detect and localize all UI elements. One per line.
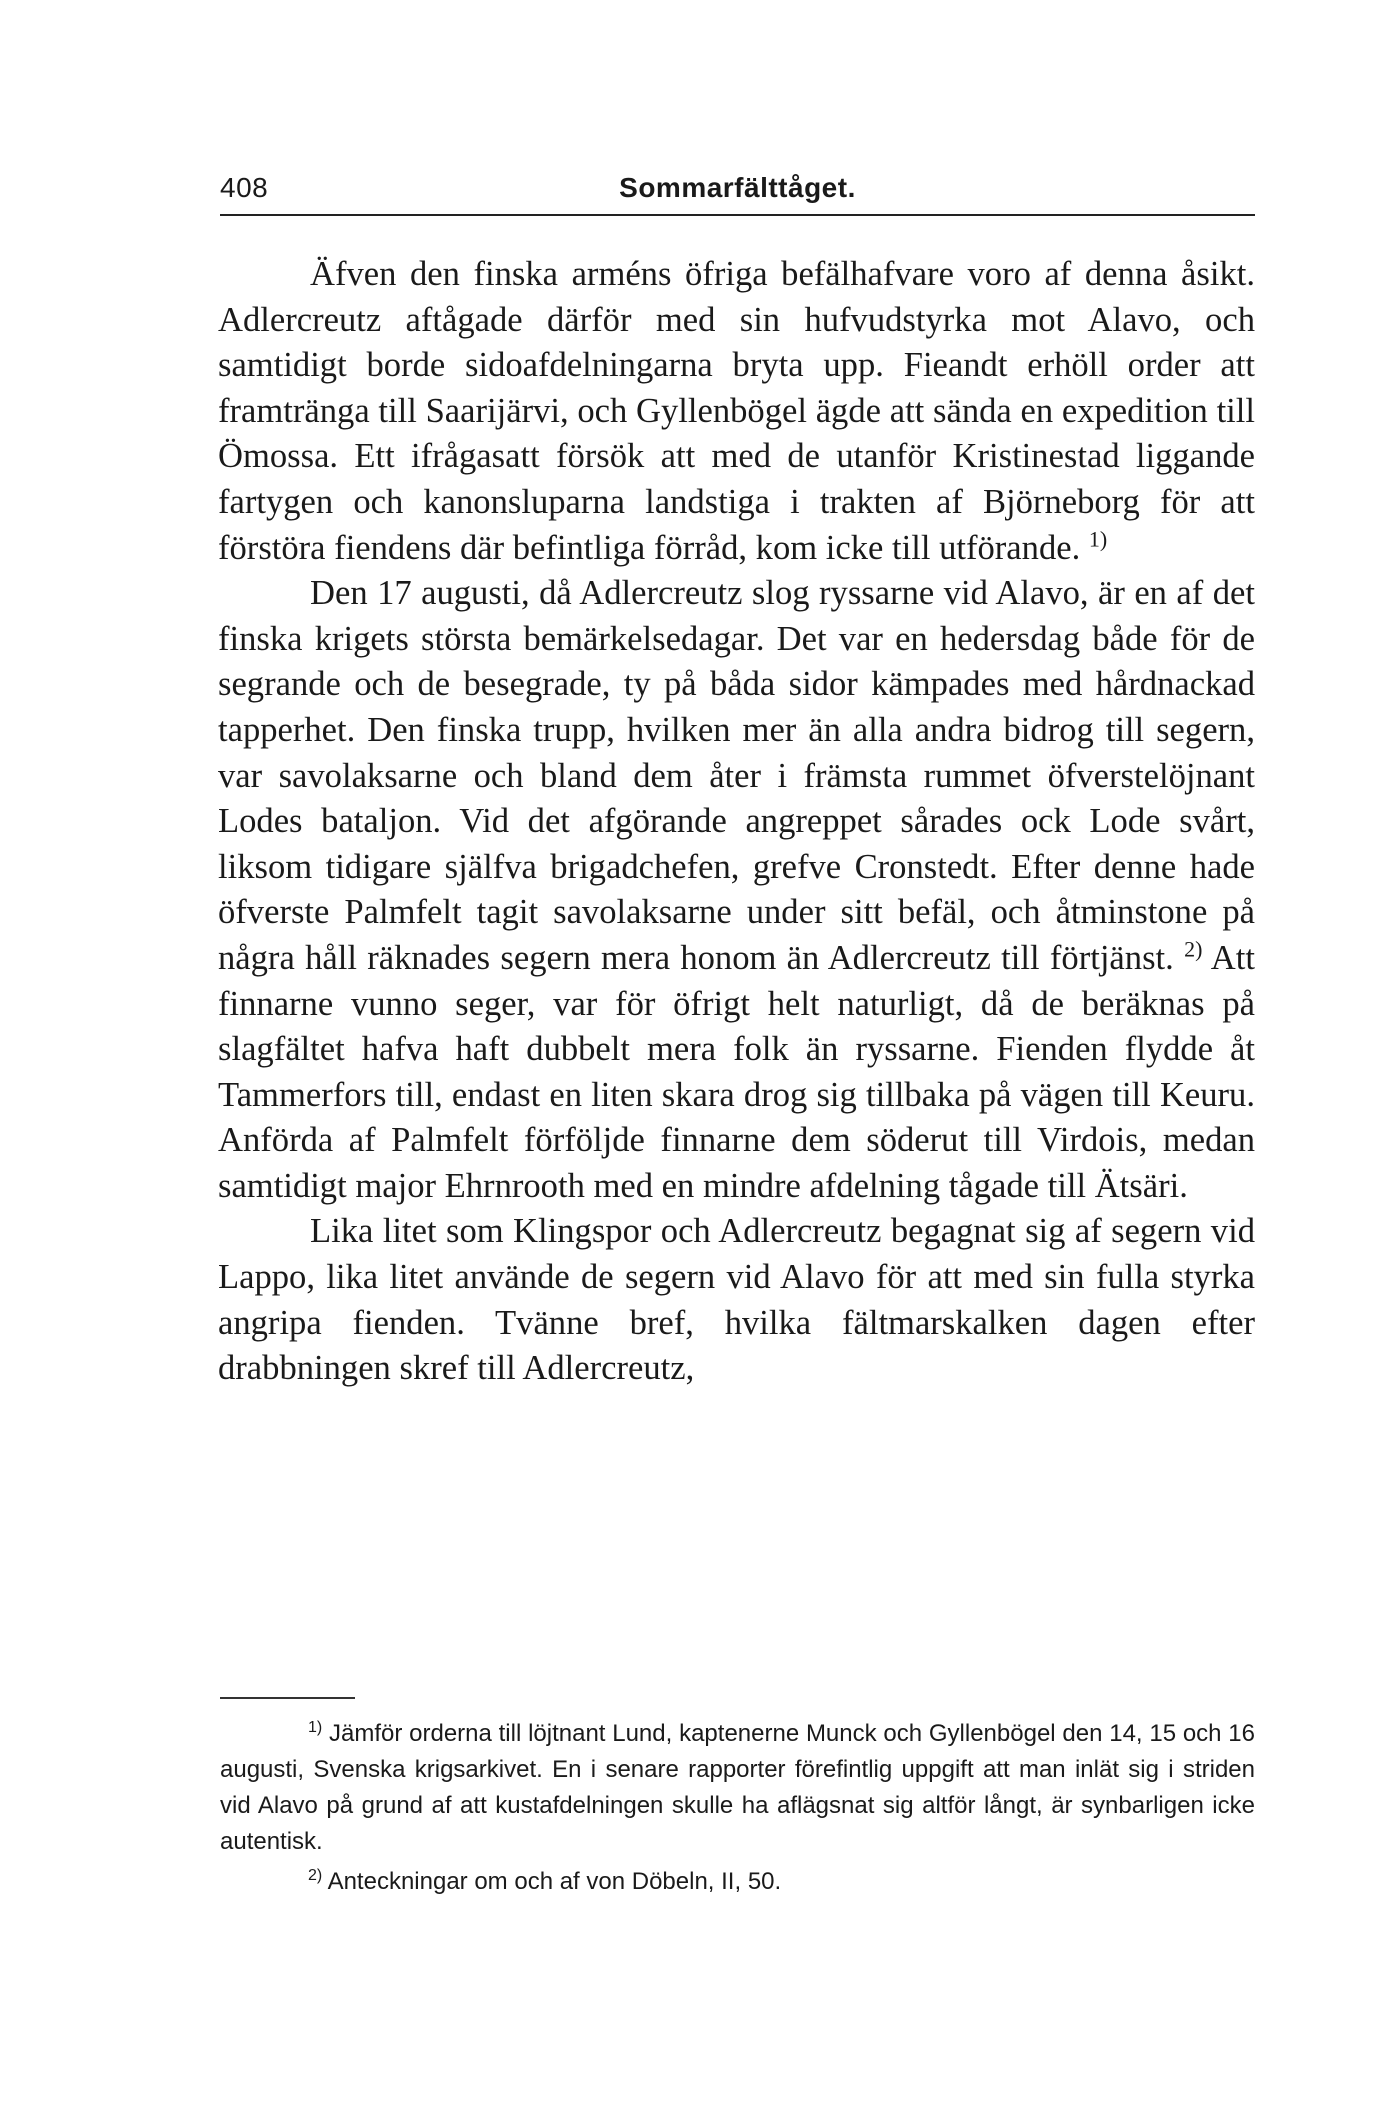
footnote-rule <box>220 1697 355 1699</box>
running-title: Sommarfälttåget. <box>619 172 856 203</box>
body-text <box>218 252 1255 1392</box>
paragraph <box>218 252 1255 571</box>
header-rule <box>220 214 1255 216</box>
paragraph-text: Lika litet som Klingspor och Adlercreutz begagnat sig af segern vid Lappo, lika litet använde de segern vid Alavo för att med sin fulla styrka angripa fienden. Tvänne bref, hvilka fältmarskalken dagen efter drabbningen skref till Adlercreutz, <box>218 1212 1255 1388</box>
running-head <box>220 160 1255 208</box>
footnote-marker: 1) <box>308 1719 323 1736</box>
paragraph-text: Den 17 augusti, då Adlercreutz slog ryssarne vid Alavo, är en af det finska krigets största bemärkelsedagar. Det var en hedersdag både för de segrande och de besegrade, ty på båda sidor kämpades med hårdnackad tapperhet. Den finska trupp, hvilken mer än alla andra bidrog till segern, var savolaksarne och bland dem åter i främsta rummet öfverstelöjnant Lodes bataljon. Vid det afgörande angreppet sårades ock Lode svårt, liksom tidigare själfva brigadchefen, grefve Cronstedt. Efter denne hade öfverste Palmfelt tagit savolaksarne under sitt befäl, och åtminstone på några håll räknades segern mera honom än Adlercreutz till förtjänst. <box>218 574 1255 977</box>
footnote-text: Anteckningar om och af von Döbeln, II, 50. <box>327 1868 782 1895</box>
footnote-text: Jämför orderna till löjtnant Lund, kaptenerne Munck och Gyllenbögel den 14, 15 och 16 augusti, Svenska krigsarkivet. En i senare rapporter förefintlig uppgift att man inlät sig i striden vid Alavo på grund af att kustafdelningen skulle ha aflägsnat sig altför långt, är synbarligen icke autentisk. <box>220 1720 1255 1855</box>
footnote-reference: 2) <box>1184 936 1203 962</box>
paragraph <box>218 1209 1255 1391</box>
footnotes <box>220 1716 1255 1904</box>
paragraph-text: Äfven den finska arméns öfriga befälhafvare voro af denna åsikt. Adlercreutz aftågade därför med sin hufvudstyrka mot Alavo, och samtidigt borde sidoafdelningarna bryta upp. Fieandt erhöll order att framtränga till Saarijärvi, och Gyllenbögel ägde att sända en expedition till Ömossa. Ett ifrågasatt försök att med de utanför Kristinestad liggande fartygen och kanonsluparna landstiga i trakten af Björneborg för att förstöra fiendens där befintliga förråd, kom icke till utförande. <box>218 255 1255 567</box>
page-number: 408 <box>220 172 269 203</box>
footnote <box>220 1864 1255 1900</box>
paragraph <box>218 571 1255 1209</box>
footnote-marker: 2) <box>308 1867 323 1884</box>
footnote-reference: 1) <box>1088 526 1108 552</box>
paragraph-text: Att finnarne vunno seger, var för öfrigt helt naturligt, då de beräknas på slagfältet hafva haft dubbelt mera folk än ryssarne. Fienden flydde åt Tammerfors till, endast en liten skara drog sig tillbaka på vägen till Keuru. Anförda af Palmfelt förföljde finnarne dem söderut till Virdois, medan samtidigt major Ehrnrooth med en mindre afdelning tågade till Ätsäri. <box>218 938 1255 1205</box>
footnote <box>220 1716 1255 1860</box>
